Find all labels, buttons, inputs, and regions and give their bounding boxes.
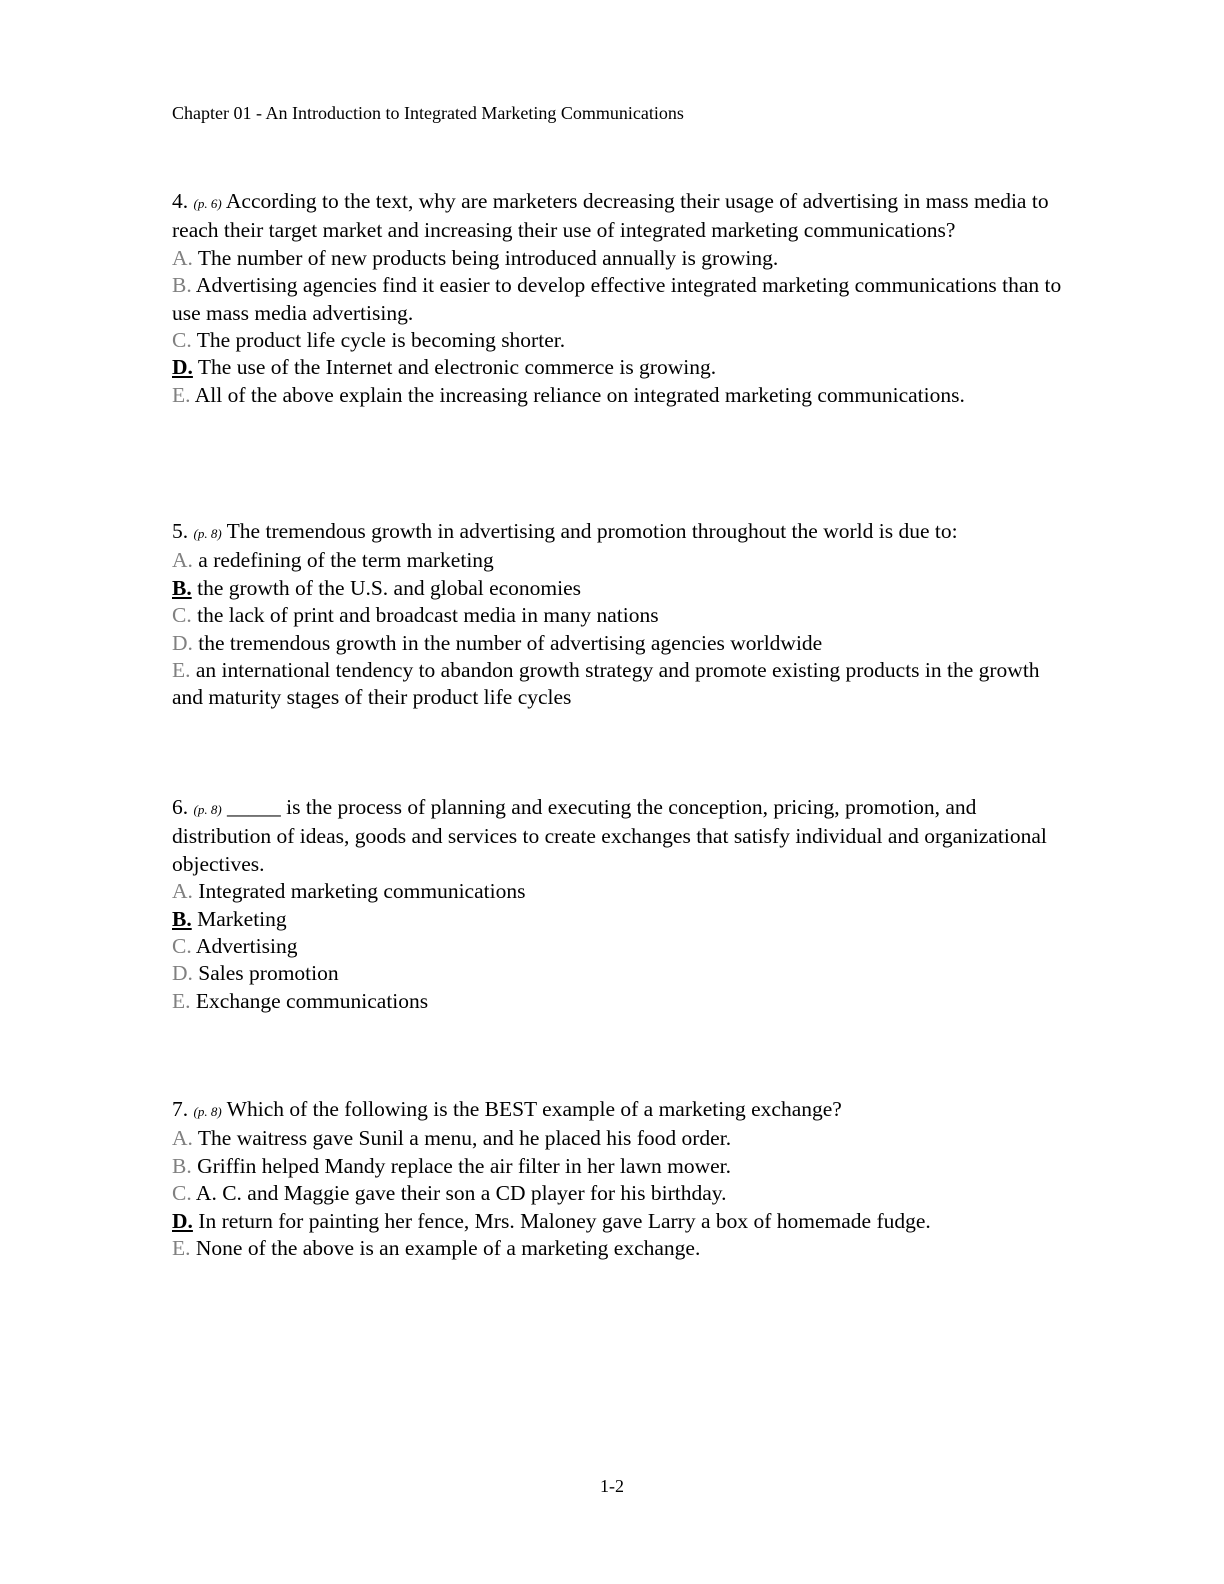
page-reference: (p. 8) — [193, 526, 222, 541]
question-number: 6. — [172, 795, 189, 819]
option-b — [172, 272, 1072, 327]
option-text: the growth of the U.S. and global economies — [197, 575, 582, 600]
option-e — [172, 657, 1072, 712]
option-text: Advertising agencies find it easier to develop effective integrated marketing communications than to use mass media advertising. — [172, 273, 1062, 325]
option-text: None of the above is an example of a marketing exchange. — [195, 1236, 701, 1261]
page-number: 1-2 — [600, 1476, 624, 1496]
option-a — [172, 245, 1072, 272]
page-reference: (p. 6) — [193, 196, 222, 211]
option-letter: E. — [172, 382, 191, 407]
option-letter: D. — [172, 630, 193, 655]
option-b-correct — [172, 575, 1072, 602]
question-6 — [172, 794, 1072, 1015]
option-text: the lack of print and broadcast media in many nations — [197, 603, 659, 628]
page-reference: (p. 8) — [193, 802, 222, 817]
option-c — [172, 602, 1072, 629]
option-letter: C. — [172, 934, 192, 959]
option-c — [172, 1180, 1072, 1207]
option-e — [172, 1235, 1072, 1262]
page-header: Chapter 01 - An Introduction to Integrated Marketing Communications — [172, 103, 684, 123]
option-letter: A. — [172, 548, 193, 573]
option-e — [172, 382, 1072, 409]
option-b-correct — [172, 906, 1072, 933]
option-letter: A. — [172, 1126, 193, 1151]
option-text: The waitress gave Sunil a menu, and he placed his food order. — [197, 1126, 732, 1151]
question-number: 5. — [172, 519, 189, 543]
option-letter: B. — [172, 273, 192, 298]
option-text: In return for painting her fence, Mrs. Maloney gave Larry a box of homemade fudge. — [198, 1208, 931, 1233]
question-7 — [172, 1096, 1072, 1262]
option-text: the tremendous growth in the number of advertising agencies worldwide — [198, 630, 823, 655]
option-letter: E. — [172, 988, 191, 1013]
option-letter: E. — [172, 658, 191, 683]
question-stem — [172, 188, 1072, 245]
question-stem — [172, 518, 1072, 547]
option-a — [172, 878, 1072, 905]
option-d — [172, 630, 1072, 657]
option-letter: B. — [172, 1153, 192, 1178]
option-text: Marketing — [197, 906, 287, 931]
option-text: The use of the Internet and electronic commerce is growing. — [197, 355, 717, 380]
question-stem — [172, 1096, 1072, 1125]
question-5 — [172, 518, 1072, 712]
option-a — [172, 547, 1072, 574]
option-letter: C. — [172, 328, 192, 353]
option-d — [172, 960, 1072, 987]
option-text: Integrated marketing communications — [198, 879, 526, 904]
option-text: The number of new products being introduced annually is growing. — [197, 245, 779, 270]
correct-option-letter: D. — [172, 1208, 193, 1233]
option-c — [172, 327, 1072, 354]
option-letter: A. — [172, 245, 193, 270]
option-text: The product life cycle is becoming shorter. — [196, 328, 566, 353]
correct-option-letter: B. — [172, 575, 192, 600]
option-e — [172, 988, 1072, 1015]
option-c — [172, 933, 1072, 960]
question-number: 7. — [172, 1097, 189, 1121]
option-b — [172, 1153, 1072, 1180]
question-text: The tremendous growth in advertising and promotion throughout the world is due to: — [226, 519, 958, 543]
question-text: Which of the following is the BEST example of a marketing exchange? — [226, 1097, 842, 1121]
question-text: _____ is the process of planning and executing the conception, pricing, promotion, and distribution of ideas, goods and services to create exchanges that satisfy individual and organizational objectives. — [172, 795, 1047, 876]
option-letter: E. — [172, 1236, 191, 1261]
option-text: Advertising — [195, 934, 298, 959]
option-text: Griffin helped Mandy replace the air filter in her lawn mower. — [197, 1153, 732, 1178]
option-text: an international tendency to abandon growth strategy and promote existing products in the growth and maturity stages of their product life cycles — [172, 658, 1040, 710]
option-d-correct — [172, 354, 1072, 381]
option-text: Exchange communications — [195, 988, 429, 1013]
option-letter: C. — [172, 603, 192, 628]
option-text: Sales promotion — [198, 961, 339, 986]
option-d-correct — [172, 1208, 1072, 1235]
option-text: A. C. and Maggie gave their son a CD player for his birthday. — [195, 1181, 727, 1206]
question-number: 4. — [172, 189, 189, 213]
option-letter: D. — [172, 961, 193, 986]
question-4 — [172, 188, 1072, 409]
correct-option-letter: B. — [172, 906, 192, 931]
correct-option-letter: D. — [172, 355, 193, 380]
option-text: All of the above explain the increasing reliance on integrated marketing communications. — [194, 382, 965, 407]
option-letter: C. — [172, 1181, 192, 1206]
option-a — [172, 1125, 1072, 1152]
question-text: According to the text, why are marketers decreasing their usage of advertising in mass media to reach their target market and increasing their use of integrated marketing communications? — [172, 189, 1049, 243]
page-reference: (p. 8) — [193, 1104, 222, 1119]
option-text: a redefining of the term marketing — [198, 548, 494, 573]
option-letter: A. — [172, 879, 193, 904]
question-stem — [172, 794, 1072, 878]
